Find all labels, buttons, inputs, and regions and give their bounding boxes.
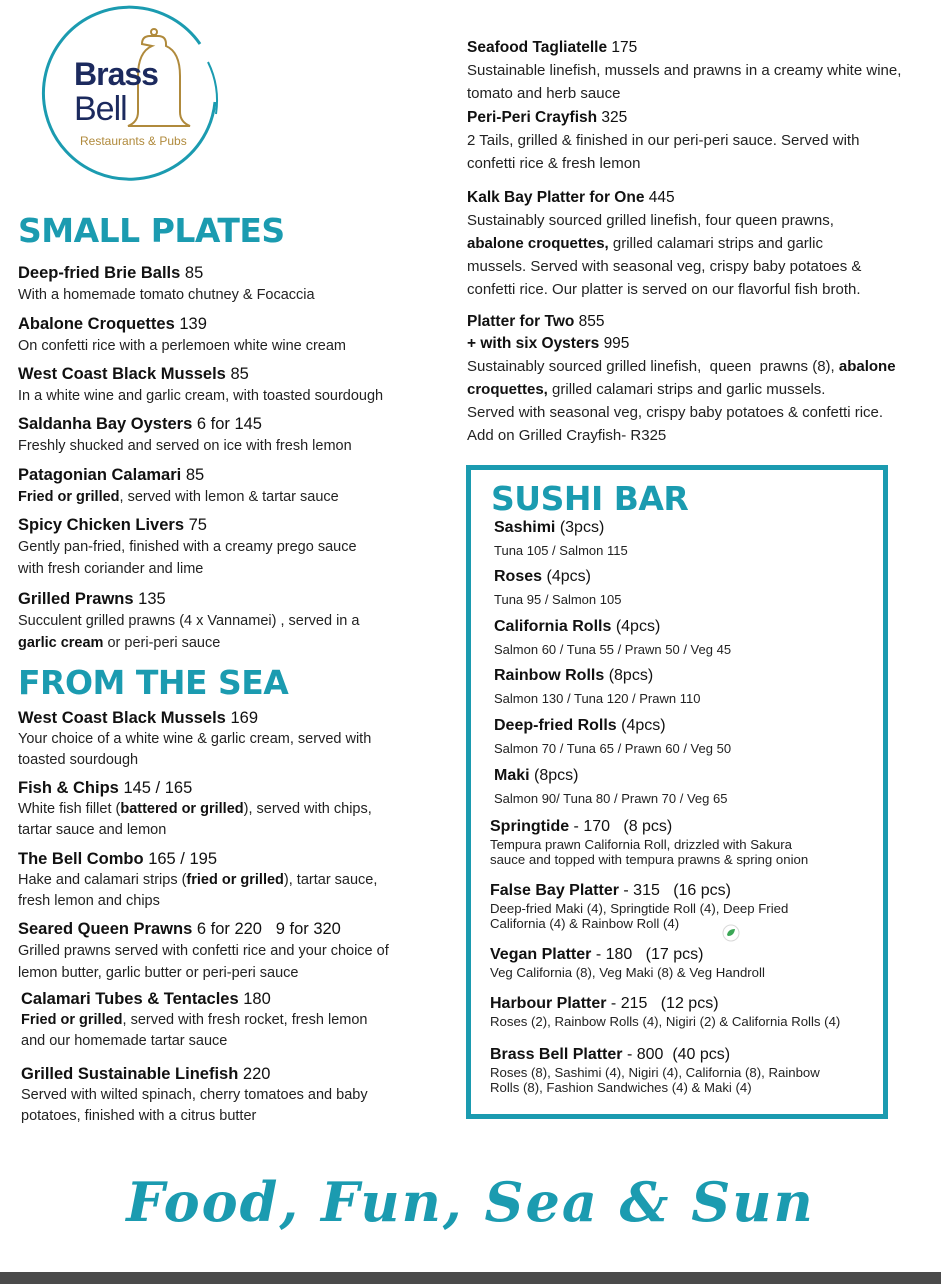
item-name: Deep-fried Brie Balls	[18, 264, 181, 282]
item-price: 85	[230, 365, 249, 383]
item-name: Platter for Two	[467, 313, 575, 330]
item-price: 85	[185, 466, 205, 484]
platter-name: False Bay Platter	[490, 882, 619, 899]
item-name: Seared Queen Prawns	[18, 920, 193, 938]
item-desc: ), served with chips,	[243, 801, 372, 817]
platter-name: Harbour Platter	[490, 995, 607, 1012]
menu-item	[467, 37, 927, 105]
item-price: 139	[179, 315, 207, 333]
item-price: 145 / 165	[123, 779, 193, 797]
menu-item	[18, 262, 438, 306]
platter-desc-line2: California (4) & Rainbow Roll (4)	[490, 916, 680, 931]
item-desc-line2: grilled calamari strips and garlic mussels.	[547, 381, 826, 398]
menu-item	[21, 988, 441, 1052]
sushi-prices: Tuna 95 / Salmon 105	[494, 592, 622, 607]
item-desc: Sustainably sourced grilled linefish, four queen prawns,	[467, 212, 834, 229]
menu-item	[18, 707, 438, 771]
small-plates-title: SMALL PLATES	[18, 211, 285, 250]
item-name: Peri-Peri Crayfish	[467, 109, 598, 126]
sushi-prices: Salmon 70 / Tuna 65 / Prawn 60 / Veg 50	[494, 741, 732, 756]
item-desc-line2: and our homemade tartar sauce	[21, 1033, 228, 1049]
item-desc-line2: confetti rice & fresh lemon	[467, 155, 641, 172]
item-desc: In a white wine and garlic cream, with toasted sourdough	[18, 388, 384, 404]
menu-item	[18, 777, 438, 841]
brand-name-line1: Brass	[74, 56, 158, 92]
platter-desc: Tempura prawn California Roll, drizzled with Sakura	[490, 837, 792, 852]
sushi-item	[494, 567, 874, 609]
item-desc: Grilled prawns served with confetti rice and your choice of	[18, 943, 389, 959]
brand-tagline: Restaurants & Pubs	[80, 134, 187, 148]
item-desc: ), tartar sauce,	[283, 872, 378, 888]
menu-item	[467, 311, 927, 447]
sushi-prices: Salmon 90/ Tuna 80 / Prawn 70 / Veg 65	[494, 791, 728, 806]
item-desc-bold: fried or grilled	[186, 872, 284, 888]
item-price: 180	[243, 990, 271, 1008]
item-desc: 2 Tails, grilled & finished in our peri-peri sauce. Served with	[467, 132, 860, 149]
sushi-item	[494, 716, 874, 758]
sushi-platter	[490, 994, 875, 1029]
platter-desc-line2: Rolls (8), Fashion Sandwiches (4) & Maki (4)	[490, 1080, 752, 1095]
item-name: The Bell Combo	[18, 850, 144, 868]
sushi-name: Deep-fried Rolls	[494, 717, 617, 734]
item-desc-line2: or peri-peri sauce	[103, 635, 221, 651]
item-desc: Sustainable linefish, mussels and prawns in a creamy white wine,	[467, 62, 902, 79]
platter-name: Springtide	[490, 818, 570, 835]
sushi-platter	[490, 881, 875, 931]
item-desc-line2: tomato and herb sauce	[467, 85, 621, 102]
item-desc-bold-2: croquettes,	[467, 381, 548, 398]
item-price: 169	[230, 709, 258, 727]
sushi-prices: Salmon 130 / Tuna 120 / Prawn 110	[494, 691, 701, 706]
sushi-platter	[490, 1045, 875, 1095]
item-name: Seafood Tagliatelle	[467, 39, 608, 56]
platter-desc: Veg California (8), Veg Maki (8) & Veg Handroll	[490, 965, 765, 980]
sushi-item	[494, 766, 874, 808]
menu-item	[18, 313, 438, 357]
footer-slogan: Food, Fun, Sea & Sun	[126, 1170, 815, 1234]
item-desc-bold: abalone	[838, 358, 896, 375]
menu-item	[467, 107, 927, 175]
brand-logo	[30, 4, 226, 200]
item-desc-line2: tartar sauce and lemon	[18, 822, 167, 838]
menu-item	[18, 363, 438, 407]
item-desc: Served with wilted spinach, cherry tomatoes and baby	[21, 1087, 368, 1103]
platter-price: - 180 (17 pcs)	[591, 946, 704, 963]
item-desc-line2: fresh lemon and chips	[18, 893, 160, 909]
item-price: 445	[648, 189, 675, 206]
platter-desc: Deep-fried Maki (4), Springtide Roll (4), Deep Fried	[490, 901, 789, 916]
item-desc-line2: lemon butter, garlic butter or peri-peri sauce	[18, 965, 299, 981]
platter-price: - 800 (40 pcs)	[622, 1046, 731, 1063]
leaf-icon	[722, 924, 740, 942]
item-desc-pre: White fish fillet (	[18, 801, 121, 817]
item-name: Kalk Bay Platter for One	[467, 189, 645, 206]
item-desc-line2: grilled calamari strips and garlic	[608, 235, 823, 252]
item-desc-pre: Hake and calamari strips (	[18, 872, 187, 888]
item-desc-bold: battered or grilled	[120, 801, 244, 817]
menu-item	[18, 514, 438, 580]
sushi-platter	[490, 945, 875, 980]
item-desc: Sustainably sourced grilled linefish, queen prawns (8),	[467, 358, 839, 375]
item-desc-bold: Fried or grilled	[21, 1012, 123, 1028]
item-price: 855	[578, 313, 605, 330]
item-desc: Freshly shucked and served on ice with fresh lemon	[18, 438, 352, 454]
sushi-pcs: (4pcs)	[621, 717, 666, 734]
logo-ring-icon	[30, 4, 226, 200]
sushi-pcs: (8pcs)	[534, 767, 579, 784]
sushi-platter	[490, 817, 875, 867]
item-name: Spicy Chicken Livers	[18, 516, 184, 534]
item-price: 135	[138, 590, 166, 608]
item-name-addon: + with six Oysters	[467, 335, 600, 352]
item-desc: On confetti rice with a perlemoen white wine cream	[18, 338, 347, 354]
item-name: West Coast Black Mussels	[18, 709, 226, 727]
sushi-prices: Tuna 105 / Salmon 115	[494, 543, 628, 558]
menu-item	[18, 588, 438, 654]
item-desc-bold: garlic cream	[18, 635, 104, 651]
item-desc: With a homemade tomato chutney & Focaccia	[18, 287, 315, 303]
menu-item	[18, 848, 438, 912]
item-price: 85	[184, 264, 204, 282]
item-name: Fish & Chips	[18, 779, 119, 797]
sushi-item	[494, 666, 874, 708]
platter-name: Brass Bell Platter	[490, 1046, 623, 1063]
item-desc-bold: abalone croquettes,	[467, 235, 609, 252]
item-desc: Succulent grilled prawns (4 x Vannamei) , served in a	[18, 613, 360, 629]
item-desc-line4: confetti rice. Our platter is served on our flavorful fish broth.	[467, 281, 861, 298]
sushi-name: Rainbow Rolls	[494, 667, 605, 684]
platter-desc-line2: sauce and topped with tempura prawns & spring onion	[490, 852, 809, 867]
item-desc: Your choice of a white wine & garlic cream, served with	[18, 731, 372, 747]
item-name: Abalone Croquettes	[18, 315, 175, 333]
platter-desc: Roses (2), Rainbow Rolls (4), Nigiri (2) & California Rolls (4)	[490, 1014, 841, 1029]
item-desc-bold: Fried or grilled	[18, 489, 120, 505]
item-price: 75	[188, 516, 207, 534]
sushi-pcs: (3pcs)	[559, 519, 605, 536]
bottom-bar	[0, 1272, 941, 1284]
sushi-name: Maki	[494, 767, 530, 784]
item-name: Calamari Tubes & Tentacles	[21, 990, 239, 1008]
item-desc-line2: with fresh coriander and lime	[18, 561, 204, 577]
item-desc: , served with lemon & tartar sauce	[119, 489, 339, 505]
item-price-addon: 995	[603, 335, 630, 352]
item-price: 325	[601, 109, 628, 126]
sushi-prices: Salmon 60 / Tuna 55 / Prawn 50 / Veg 45	[494, 642, 732, 657]
item-desc-line4: Add on Grilled Crayfish- R325	[467, 427, 667, 444]
item-price: 165 / 195	[148, 850, 217, 868]
item-desc-line2: potatoes, finished with a citrus butter	[21, 1108, 257, 1124]
platter-desc: Roses (8), Sashimi (4), Nigiri (4), California (8), Rainbow	[490, 1065, 820, 1080]
menu-item	[467, 187, 927, 301]
sushi-name: Roses	[494, 568, 543, 585]
brand-name-line2: Bell	[74, 90, 127, 128]
platter-name: Vegan Platter	[490, 946, 592, 963]
sushi-name: Sashimi	[494, 519, 556, 536]
menu-item	[18, 918, 438, 984]
sushi-name: California Rolls	[494, 618, 612, 635]
sushi-item	[494, 617, 874, 659]
item-name: Grilled Sustainable Linefish	[21, 1065, 239, 1083]
item-name: Patagonian Calamari	[18, 466, 182, 484]
from-the-sea-title: FROM THE SEA	[18, 663, 289, 702]
item-desc-line3: mussels. Served with seasonal veg, crispy baby potatoes &	[467, 258, 862, 275]
platter-price: - 215 (12 pcs)	[606, 995, 719, 1012]
sushi-pcs: (4pcs)	[546, 568, 591, 585]
item-price: 220	[242, 1065, 271, 1083]
item-desc: , served with fresh rocket, fresh lemon	[122, 1012, 368, 1028]
menu-item	[18, 464, 438, 508]
menu-item	[21, 1063, 441, 1127]
sushi-item	[494, 518, 874, 560]
item-price: 6 for 220 9 for 320	[196, 920, 341, 938]
sushi-pcs: (4pcs)	[615, 618, 661, 635]
platter-price: - 315 (16 pcs)	[618, 882, 731, 899]
menu-item	[18, 413, 438, 457]
item-name: Grilled Prawns	[18, 590, 134, 608]
item-desc-line3: Served with seasonal veg, crispy baby potatoes & confetti rice.	[467, 404, 884, 421]
sushi-bar-title: SUSHI BAR	[491, 479, 689, 518]
item-desc-line2: toasted sourdough	[18, 752, 139, 768]
item-desc: Gently pan-fried, finished with a creamy prego sauce	[18, 539, 357, 555]
item-price: 6 for 145	[196, 415, 262, 433]
item-name: Saldanha Bay Oysters	[18, 415, 193, 433]
sushi-pcs: (8pcs)	[608, 667, 654, 684]
platter-price: - 170 (8 pcs)	[569, 818, 673, 835]
item-price: 175	[611, 39, 638, 56]
item-name: West Coast Black Mussels	[18, 365, 226, 383]
